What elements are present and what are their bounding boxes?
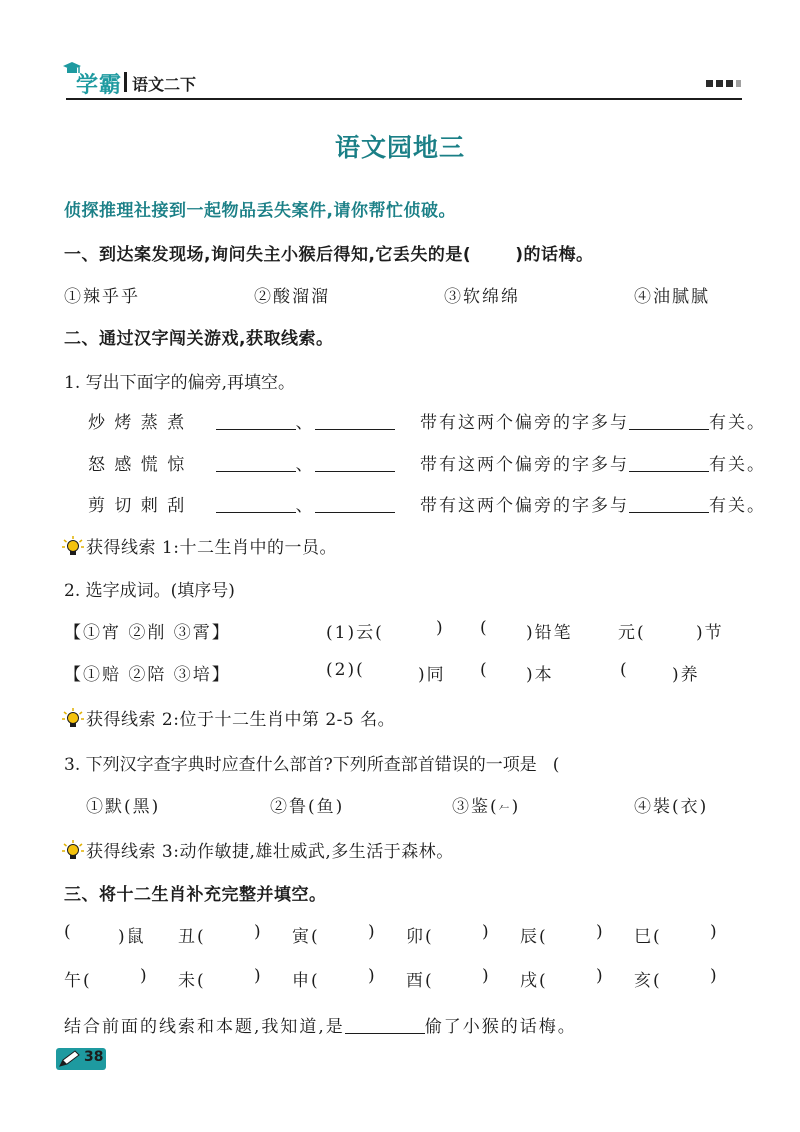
book-subtitle: 语文二下 [132, 75, 197, 94]
radical-blank[interactable] [315, 411, 395, 430]
radical-blank[interactable] [216, 411, 296, 430]
section1-option-2[interactable]: ②酸溜溜 [254, 287, 330, 307]
final-sentence: 结合前面的线索和本题,我知道,是 偷了小猴的话梅。 [64, 1017, 577, 1037]
word-item: )节 [696, 623, 724, 643]
zodiac-item: ) [482, 966, 491, 986]
word-item: ( [620, 660, 629, 680]
word-item: )本 [526, 665, 554, 685]
zodiac-item: ( [64, 922, 73, 942]
radical-blank[interactable] [315, 453, 395, 472]
lightbulb-icon [62, 708, 84, 730]
question3-label: 3. 下列汉字查字典时应查什么部首?下列所查部首错误的一项是 ( [64, 755, 560, 775]
zodiac-item: ) [368, 966, 377, 986]
answer-blank[interactable] [629, 411, 709, 430]
zodiac-item: 辰( [520, 927, 548, 947]
question1-label: 1. 写出下面字的偏旁,再填空。 [64, 373, 296, 393]
radical-row-2: 怒 感 慌 惊 、 带有这两个偏旁的字多与 有关。 [88, 455, 767, 475]
zodiac-item: 未( [178, 971, 206, 991]
page-title: 语文园地三 [334, 133, 465, 162]
header-rule [66, 98, 742, 100]
choice-set-1: 【①宵 ②削 ③霄】 [64, 623, 231, 643]
page-number: 38 [84, 1049, 104, 1065]
intro-text: 侦探推理社接到一起物品丢失案件,请你帮忙侦破。 [64, 201, 456, 221]
lightbulb-icon [62, 536, 84, 558]
radical-blank[interactable] [216, 453, 296, 472]
answer-blank[interactable] [629, 494, 709, 513]
clue-1: 获得线索 1:十二生肖中的一员。 [62, 533, 337, 558]
word-item: )同 [418, 665, 446, 685]
header-decoration [706, 80, 741, 87]
zodiac-item: 戌( [520, 971, 548, 991]
word-item: (1)云( [326, 623, 384, 643]
word-item: ) [436, 618, 445, 638]
radical-blank[interactable] [216, 494, 296, 513]
radical-row-1: 炒 烤 蒸 煮 、 带有这两个偏旁的字多与 有关。 [88, 413, 767, 433]
zodiac-item: ) [596, 966, 605, 986]
word-item: )养 [672, 665, 700, 685]
section1-option-1[interactable]: ①辣乎乎 [64, 287, 140, 307]
brand-divider [124, 72, 127, 92]
section1-option-4[interactable]: ④油腻腻 [634, 287, 710, 307]
zodiac-item: 卯( [406, 927, 434, 947]
lightbulb-icon [62, 840, 84, 862]
zodiac-item: ) [482, 922, 491, 942]
zodiac-item: ) [596, 922, 605, 942]
zodiac-item: ) [254, 922, 263, 942]
word-item: 元( [618, 623, 646, 643]
zodiac-item: 亥( [634, 971, 662, 991]
clue-2: 获得线索 2:位于十二生肖中第 2-5 名。 [62, 705, 395, 730]
section3-heading: 三、将十二生肖补充完整并填空。 [64, 885, 327, 905]
answer-blank[interactable] [629, 453, 709, 472]
zodiac-item: ) [368, 922, 377, 942]
brand-logo: 学霸 [76, 73, 123, 98]
word-item: (2)( [326, 660, 365, 680]
zodiac-item: 丑( [178, 927, 206, 947]
pencil-icon [58, 1049, 82, 1069]
section2-heading: 二、通过汉字闯关游戏,获取线索。 [64, 329, 334, 349]
zodiac-item: 申( [292, 971, 320, 991]
zodiac-item: ) [710, 966, 719, 986]
zodiac-item: ) [710, 922, 719, 942]
radical-blank[interactable] [315, 494, 395, 513]
question2-label: 2. 选字成词。(填序号) [64, 581, 235, 601]
question3-option-3[interactable]: ③鉴(𠂉) [452, 797, 521, 817]
zodiac-item: 酉( [406, 971, 434, 991]
zodiac-item: ) [140, 966, 149, 986]
section1-option-3[interactable]: ③软绵绵 [444, 287, 520, 307]
radical-row-3: 剪 切 刺 刮 、 带有这两个偏旁的字多与 有关。 [88, 496, 767, 516]
word-item: ( [480, 618, 489, 638]
zodiac-item: ) [254, 966, 263, 986]
word-item: ( [480, 660, 489, 680]
zodiac-item: 巳( [634, 927, 662, 947]
zodiac-item: 午( [64, 971, 92, 991]
question3-option-2[interactable]: ②鲁(鱼) [270, 797, 345, 817]
question3-option-1[interactable]: ①默(黑) [86, 797, 161, 817]
section1-heading: 一、到达案发现场,询问失主小猴后得知,它丢失的是( )的话梅。 [64, 245, 594, 265]
zodiac-item: 寅( [292, 927, 320, 947]
final-answer-blank[interactable] [345, 1015, 425, 1034]
question3-option-4[interactable]: ④裝(衣) [634, 797, 709, 817]
word-item: )铅笔 [526, 623, 573, 643]
choice-set-2: 【①赔 ②陪 ③培】 [64, 665, 231, 685]
zodiac-item: )鼠 [118, 927, 146, 947]
clue-3: 获得线索 3:动作敏捷,雄壮威武,多生活于森林。 [62, 837, 454, 862]
